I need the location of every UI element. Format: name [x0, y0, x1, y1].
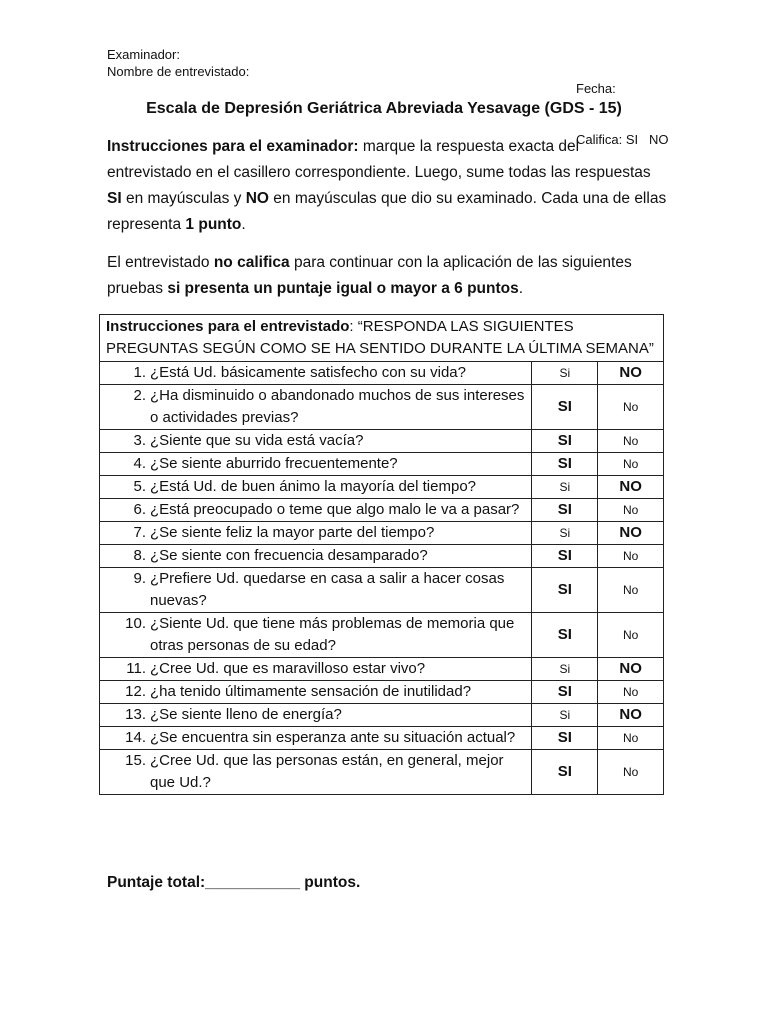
question-row: [100, 568, 664, 613]
date-label: Fecha:: [576, 81, 616, 96]
answer-si-cell[interactable]: Si: [532, 476, 598, 499]
question-cell: [100, 362, 532, 385]
question-row: [100, 499, 664, 522]
question-row: [100, 522, 664, 545]
question-content: [106, 385, 525, 429]
question-cell: [100, 522, 532, 545]
question-row: [100, 658, 664, 681]
question-number: 6.: [133, 501, 146, 518]
question-number: 8.: [133, 547, 146, 564]
answer-no-cell[interactable]: NO: [598, 362, 664, 385]
question-row: [100, 545, 664, 568]
question-text: ¿Se siente feliz la mayor parte del tiempo?: [150, 524, 435, 541]
answer-si-cell[interactable]: Si: [532, 522, 598, 545]
answer-no-cell[interactable]: NO: [598, 522, 664, 545]
question-row: [100, 681, 664, 704]
examiner-instructions-text-3: en mayúsculas que dio su examinado. Cada una de ellas representa: [107, 190, 667, 233]
question-number: 7.: [133, 524, 146, 541]
question-cell: [100, 727, 532, 750]
answer-no-cell[interactable]: No: [598, 568, 664, 613]
answer-no-cell[interactable]: No: [598, 430, 664, 453]
question-cell: [100, 704, 532, 727]
question-cell: [100, 613, 532, 658]
question-cell: [100, 568, 532, 613]
header-left: [107, 46, 249, 80]
si-emphasis: SI: [107, 190, 122, 207]
question-number: 2.: [133, 387, 146, 404]
question-cell: [100, 681, 532, 704]
question-content: [106, 750, 525, 794]
question-content: [106, 522, 525, 544]
question-number: 15.: [125, 752, 146, 769]
question-text: ¿Está Ud. básicamente satisfecho con su vida?: [150, 364, 466, 381]
cutoff-instructions: [107, 250, 667, 302]
question-number: 4.: [133, 455, 146, 472]
answer-no-cell[interactable]: No: [598, 727, 664, 750]
question-text: ¿Siente que su vida está vacía?: [150, 432, 364, 449]
question-text: ¿Está preocupado o teme que algo malo le va a pasar?: [150, 501, 520, 518]
question-text: ¿Se siente aburrido frecuentemente?: [150, 455, 398, 472]
one-point-emphasis: 1 punto: [185, 216, 242, 233]
question-cell: [100, 476, 532, 499]
answer-si-cell[interactable]: SI: [532, 613, 598, 658]
table-header-row: [100, 315, 664, 362]
question-content: [106, 681, 525, 703]
question-text: ¿Prefiere Ud. quedarse en casa a salir a hacer cosas nuevas?: [150, 570, 505, 609]
question-number: 1.: [133, 364, 146, 381]
question-number: 9.: [133, 570, 146, 587]
question-cell: [100, 385, 532, 430]
question-row: [100, 476, 664, 499]
cutoff-text-2: para continuar con la aplicación de las siguientes pruebas: [107, 254, 632, 297]
cutoff-text-3: .: [518, 280, 524, 297]
question-text: ¿Está Ud. de buen ánimo la mayoría del tiempo?: [150, 478, 477, 495]
answer-si-cell[interactable]: SI: [532, 545, 598, 568]
answer-no-cell[interactable]: No: [598, 613, 664, 658]
question-number: 3.: [133, 432, 146, 449]
answer-si-cell[interactable]: Si: [532, 362, 598, 385]
answer-si-cell[interactable]: SI: [532, 453, 598, 476]
answer-si-cell[interactable]: Si: [532, 658, 598, 681]
answer-no-cell[interactable]: NO: [598, 704, 664, 727]
question-row: [100, 430, 664, 453]
interviewee-instructions-text: : “RESPONDA LAS SIGUIENTES PREGUNTAS SEGÚN COMO SE HA SENTIDO DURANTE LA ÚLTIMA SEMANA”: [106, 318, 654, 357]
question-text: ¿Cree Ud. que las personas están, en general, mejor que Ud.?: [150, 752, 504, 791]
question-number: 5.: [133, 478, 146, 495]
question-cell: [100, 658, 532, 681]
question-text: ¿Se siente lleno de energía?: [150, 706, 342, 723]
qualifies-label: Califica: SI NO: [576, 132, 669, 147]
answer-si-cell[interactable]: Si: [532, 704, 598, 727]
examiner-instructions-text-4: .: [241, 216, 246, 233]
examiner-instructions-text-2: en mayúsculas y: [121, 190, 246, 207]
interviewee-name-label: Nombre de entrevistado:: [107, 64, 250, 79]
answer-si-cell[interactable]: SI: [532, 681, 598, 704]
answer-no-cell[interactable]: No: [598, 750, 664, 795]
question-content: [106, 362, 525, 384]
question-cell: [100, 545, 532, 568]
answer-no-cell[interactable]: No: [598, 453, 664, 476]
question-text: ¿Siente Ud. que tiene más problemas de memoria que otras personas de su edad?: [150, 615, 515, 654]
question-number: 14.: [125, 729, 146, 746]
answer-no-cell[interactable]: No: [598, 499, 664, 522]
question-number: 10.: [125, 615, 146, 632]
gds-questionnaire-table: [99, 314, 664, 795]
question-row: [100, 704, 664, 727]
answer-si-cell[interactable]: SI: [532, 385, 598, 430]
question-content: [106, 658, 525, 680]
question-row: [100, 750, 664, 795]
answer-si-cell[interactable]: SI: [532, 727, 598, 750]
question-text: ¿Se siente con frecuencia desamparado?: [150, 547, 428, 564]
question-content: [106, 430, 525, 452]
cutoff-emphasis-1: no califica: [213, 254, 290, 271]
question-row: [100, 613, 664, 658]
answer-si-cell[interactable]: SI: [532, 499, 598, 522]
examiner-label: Examinador:: [107, 47, 180, 62]
question-row: [100, 385, 664, 430]
question-content: [106, 704, 525, 726]
question-number: 11.: [126, 660, 146, 677]
cutoff-text-1: El entrevistado: [107, 254, 214, 271]
question-content: [106, 476, 525, 498]
question-text: ¿Cree Ud. que es maravilloso estar vivo?: [150, 660, 426, 677]
question-content: [106, 499, 525, 521]
question-content: [106, 568, 525, 612]
answer-si-cell[interactable]: SI: [532, 750, 598, 795]
question-row: [100, 362, 664, 385]
no-emphasis: NO: [245, 190, 269, 207]
answer-si-cell[interactable]: SI: [532, 430, 598, 453]
answer-no-cell[interactable]: NO: [598, 658, 664, 681]
examiner-instructions-text-1: marque la respuesta exacta del entrevistado en el casillero correspondiente. Luego, sume todas las respuestas: [107, 138, 651, 181]
question-text: ¿Ha disminuido o abandonado muchos de sus intereses o actividades previas?: [150, 387, 525, 426]
answer-no-cell[interactable]: No: [598, 545, 664, 568]
question-text: ¿ha tenido últimamente sensación de inutilidad?: [150, 683, 472, 700]
answer-no-cell[interactable]: NO: [598, 476, 664, 499]
page-title: Escala de Depresión Geriátrica Abreviada Yesavage (GDS - 15): [146, 100, 622, 117]
question-content: [106, 545, 525, 567]
question-row: [100, 727, 664, 750]
answer-no-cell[interactable]: No: [598, 385, 664, 430]
question-content: [106, 727, 525, 749]
question-content: [106, 453, 525, 475]
question-cell: [100, 453, 532, 476]
examiner-instructions: [107, 134, 667, 238]
question-cell: [100, 750, 532, 795]
question-number: 13.: [125, 706, 146, 723]
question-text: ¿Se encuentra sin esperanza ante su situación actual?: [150, 729, 516, 746]
answer-si-cell[interactable]: SI: [532, 568, 598, 613]
total-score-line: Puntaje total:___________ puntos.: [107, 874, 361, 891]
question-number: 12.: [125, 683, 146, 700]
cutoff-emphasis-2: si presenta un puntaje igual o mayor a 6 puntos: [167, 280, 519, 297]
examiner-instructions-label: Instrucciones para el examinador:: [107, 138, 359, 155]
question-row: [100, 453, 664, 476]
answer-no-cell[interactable]: No: [598, 681, 664, 704]
question-cell: [100, 430, 532, 453]
question-cell: [100, 499, 532, 522]
interviewee-instructions-label: Instrucciones para el entrevistado: [106, 318, 350, 335]
interviewee-instructions: [100, 315, 664, 362]
question-content: [106, 613, 525, 657]
